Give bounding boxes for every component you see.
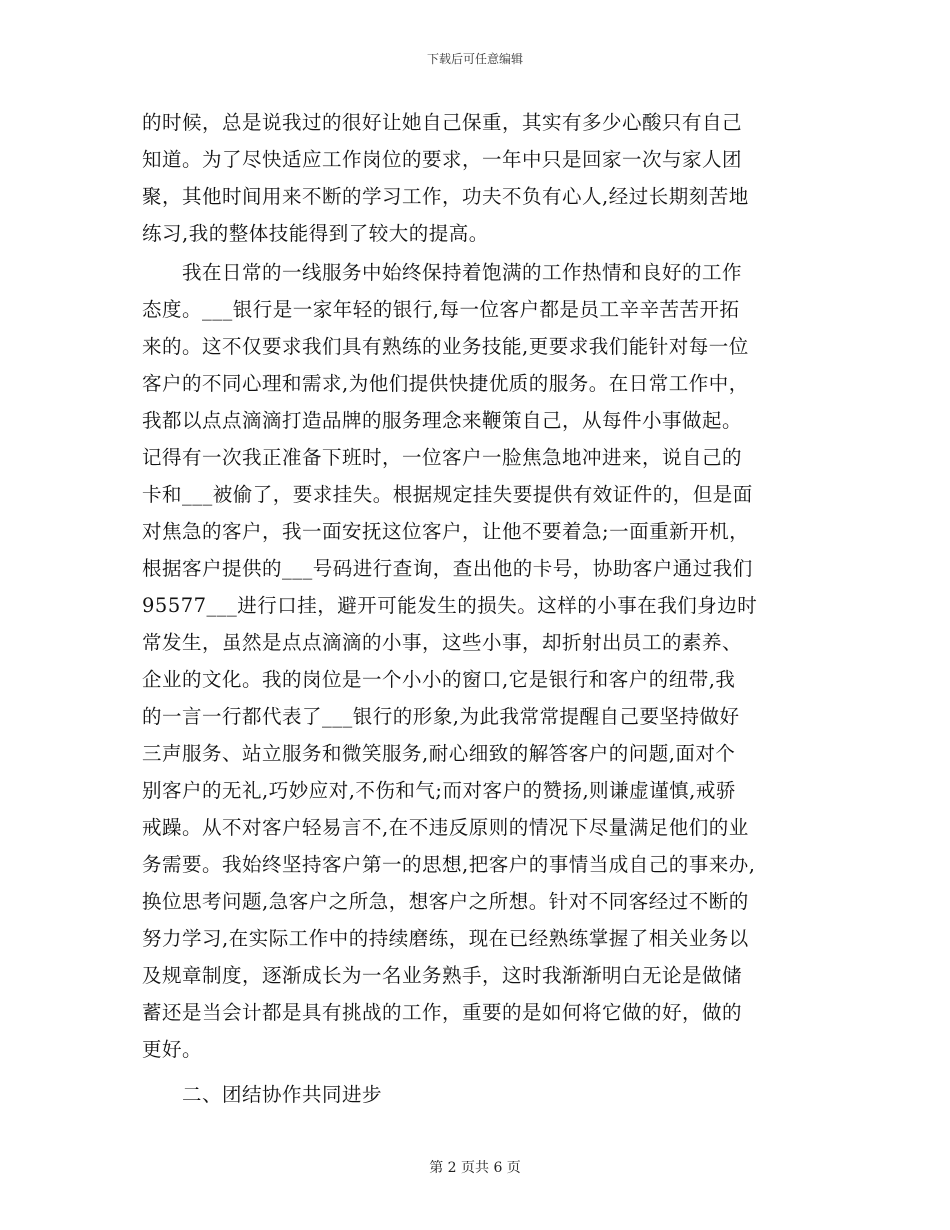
paragraph-1: [142, 104, 808, 252]
text-line: 戒躁。从不对客户轻易言不,在不违反原则的情况下尽量满足他们的业: [142, 816, 749, 839]
text-line: 95577___进行口挂，避开可能发生的损失。这样的小事在我们身边时: [142, 594, 758, 617]
text-line: 态度。___银行是一家年轻的银行,每一位客户都是员工辛辛苦苦开拓: [142, 298, 740, 321]
text-line: 来的。这不仅要求我们具有熟练的业务技能,更要求我们能针对每一位: [142, 335, 749, 358]
text-line: 努力学习,在实际工作中的持续磨练，现在已经熟练掌握了相关业务以: [142, 927, 749, 950]
text-line: 知道。为了尽快适应工作岗位的要求，一年中只是回家一次与家人团: [142, 148, 743, 171]
text-line: 别客户的无礼,巧妙应对,不伤和气;而对客户的赞扬,则谦虚谨慎,戒骄: [142, 779, 736, 802]
text-line: 我都以点点滴滴打造品牌的服务理念来鞭策自己，从每件小事做起。: [142, 409, 743, 432]
text-line: 卡和___被偷了，要求挂失。根据规定挂失要提供有效证件的，但是面: [142, 483, 753, 506]
text-line: 常发生，虽然是点点滴滴的小事，这些小事，却折射出员工的素养、: [142, 631, 743, 654]
text-line: 蓄还是当会计都是具有挑战的工作，重要的是如何将它做的好，做的: [142, 1001, 743, 1024]
document-body: [142, 104, 808, 1113]
text-line: 练习,我的整体技能得到了较大的提高。: [142, 222, 489, 245]
text-line: 企业的文化。我的岗位是一个小小的窗口,它是银行和客户的纽带,我: [142, 668, 736, 691]
text-line: 务需要。我始终坚持客户第一的思想,把客户的事情当成自己的事来办,: [142, 853, 756, 876]
paragraph-2: [142, 254, 808, 1068]
text-line: 聚，其他时间用来不断的学习工作，功夫不负有心人,经过长期刻苦地: [142, 185, 749, 208]
text-line: 对焦急的客户，我一面安抚这位客户，让他不要着急;一面重新开机，: [142, 520, 750, 543]
text-line: 换位思考问题,急客户之所急，想客户之所想。针对不同客经过不断的: [142, 890, 749, 913]
page-header: 下载后可任意编辑: [426, 52, 523, 66]
text-line: 更好。: [142, 1038, 203, 1061]
section-heading-text: 二、团结协作共同进步: [182, 1083, 383, 1106]
text-line: 记得有一次我正准备下班时，一位客户一脸焦急地冲进来，说自己的: [142, 446, 743, 469]
text-line: 及规章制度，逐渐成长为一名业务熟手，这时我渐渐明白无论是做储: [142, 964, 743, 987]
section-heading: [142, 1076, 808, 1113]
text-line: 根据客户提供的___号码进行查询，查出他的卡号，协助客户通过我们: [142, 557, 753, 580]
text-line: 客户的不同心理和需求,为他们提供快捷优质的服务。在日常工作中，: [142, 372, 749, 395]
text-line: 的时候，总是说我过的很好让她自己保重，其实有多少心酸只有自己: [142, 111, 743, 134]
text-line: 三声服务、站立服务和微笑服务,耐心细致的解答客户的问题,面对个: [142, 742, 736, 765]
page-footer: 第 2 页共 6 页: [429, 1160, 521, 1176]
text-line: 的一言一行都代表了___银行的形象,为此我常常提醒自己要坚持做好: [142, 705, 740, 728]
text-line: 我在日常的一线服务中始终保持着饱满的工作热情和良好的工作: [182, 261, 743, 284]
